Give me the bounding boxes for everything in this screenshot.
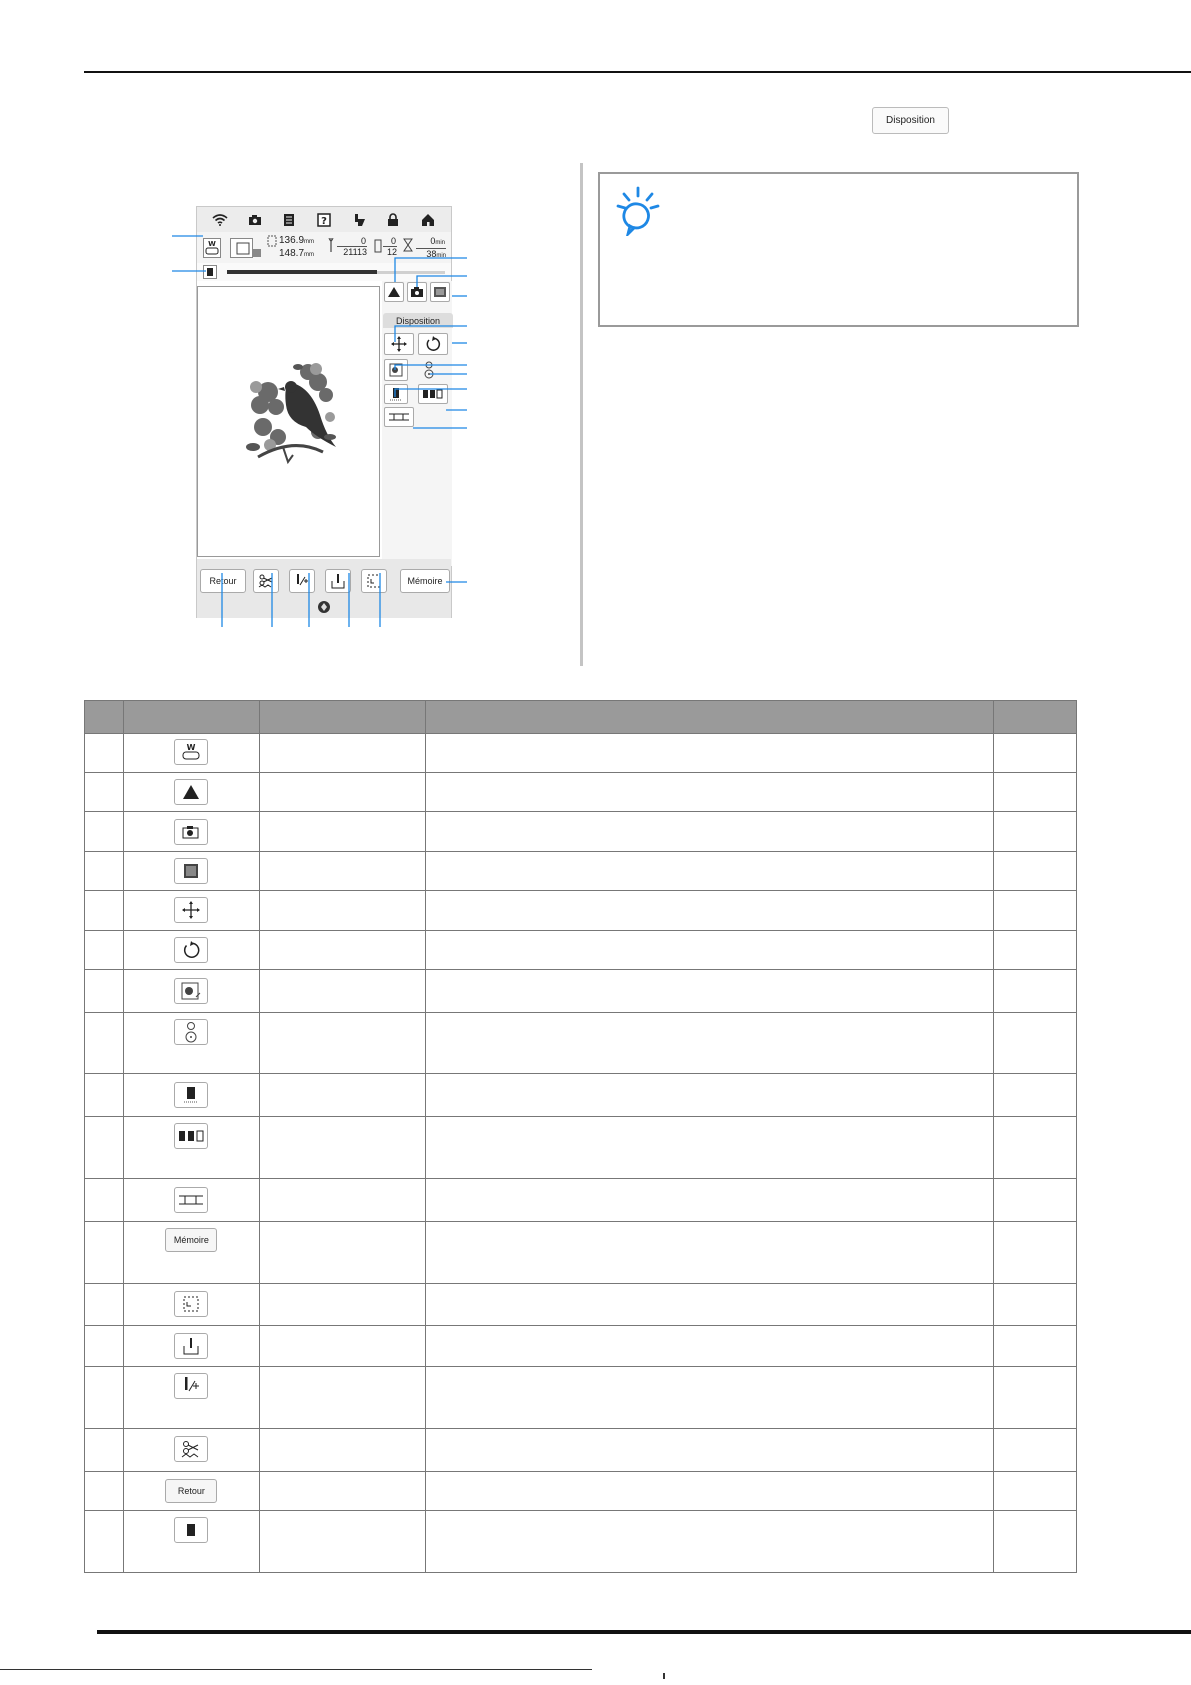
table-row <box>85 812 1077 852</box>
table-row <box>85 1117 1077 1179</box>
back-button[interactable]: Retour <box>200 569 246 593</box>
move-arrows-icon <box>174 897 208 923</box>
fabric-edit-icon <box>174 978 208 1004</box>
stitch-total: 21113 <box>343 247 367 257</box>
time-total-unit: min <box>436 253 446 259</box>
column-divider <box>580 163 583 666</box>
time-current: 0 <box>430 236 436 246</box>
needle-stitch-icon <box>174 1373 208 1399</box>
tab-layout[interactable]: Disposition <box>383 313 453 328</box>
bottom-rule <box>97 1630 1191 1634</box>
needle-position-icon <box>174 1333 208 1359</box>
table-row <box>85 1472 1077 1511</box>
button-reference-table <box>84 700 1077 1573</box>
table-row <box>85 1074 1077 1117</box>
table-row <box>85 1429 1077 1472</box>
svg-text:W: W <box>186 743 196 752</box>
table-row <box>85 891 1077 931</box>
table-row <box>85 970 1077 1013</box>
start-point-icon <box>174 1019 208 1045</box>
camera-view-icon <box>174 858 208 884</box>
svg-text:?: ? <box>321 215 327 227</box>
table-row <box>85 1511 1077 1573</box>
rotate-icon <box>174 937 208 963</box>
table-row <box>85 1222 1077 1284</box>
note-icon <box>612 184 664 236</box>
table-header-row <box>85 701 1077 734</box>
camera-scan-icon <box>174 819 208 845</box>
memory-button-sample: Mémoire <box>165 1228 217 1252</box>
design-width: 136.9 <box>279 235 305 246</box>
footer-rule <box>0 1669 592 1670</box>
header-cell <box>85 701 124 734</box>
embroidery-unit-icon <box>174 739 208 765</box>
table-row <box>85 852 1077 891</box>
table-row <box>85 1284 1077 1326</box>
callout-lines <box>0 0 1191 700</box>
table-row <box>85 1326 1077 1367</box>
back-button-sample: Retour <box>165 1479 217 1503</box>
width-unit: mm <box>304 239 315 245</box>
color-total: 12 <box>386 247 397 257</box>
header-cell <box>425 701 993 734</box>
layout-button[interactable]: Disposition <box>872 107 949 134</box>
design-height: 148.7 <box>279 248 305 259</box>
thread-spool-icon <box>174 1082 208 1108</box>
header-cell <box>123 701 259 734</box>
trial-frame-icon <box>174 1291 208 1317</box>
spool-icon <box>174 1517 208 1543</box>
time-current-unit: min <box>435 240 445 246</box>
table-row <box>85 734 1077 773</box>
table-row <box>85 1367 1077 1429</box>
height-unit: mm <box>304 252 315 258</box>
color-current: 0 <box>383 236 397 247</box>
footer-mark <box>663 1673 665 1679</box>
thread-cut-icon <box>174 1436 208 1462</box>
time-total: 38 <box>426 249 437 259</box>
table-row <box>85 1179 1077 1222</box>
table-row <box>85 773 1077 812</box>
table-row <box>85 1013 1077 1074</box>
multi-spool-icon <box>174 1123 208 1149</box>
header-cell <box>994 701 1077 734</box>
header-cell <box>259 701 425 734</box>
basting-icon <box>174 1187 208 1213</box>
table-row <box>85 931 1077 970</box>
note-box <box>598 172 1079 327</box>
stitch-current: 0 <box>337 236 367 247</box>
memory-button[interactable]: Mémoire <box>400 569 450 593</box>
triangle-icon <box>174 779 208 805</box>
svg-text:W: W <box>208 240 216 248</box>
